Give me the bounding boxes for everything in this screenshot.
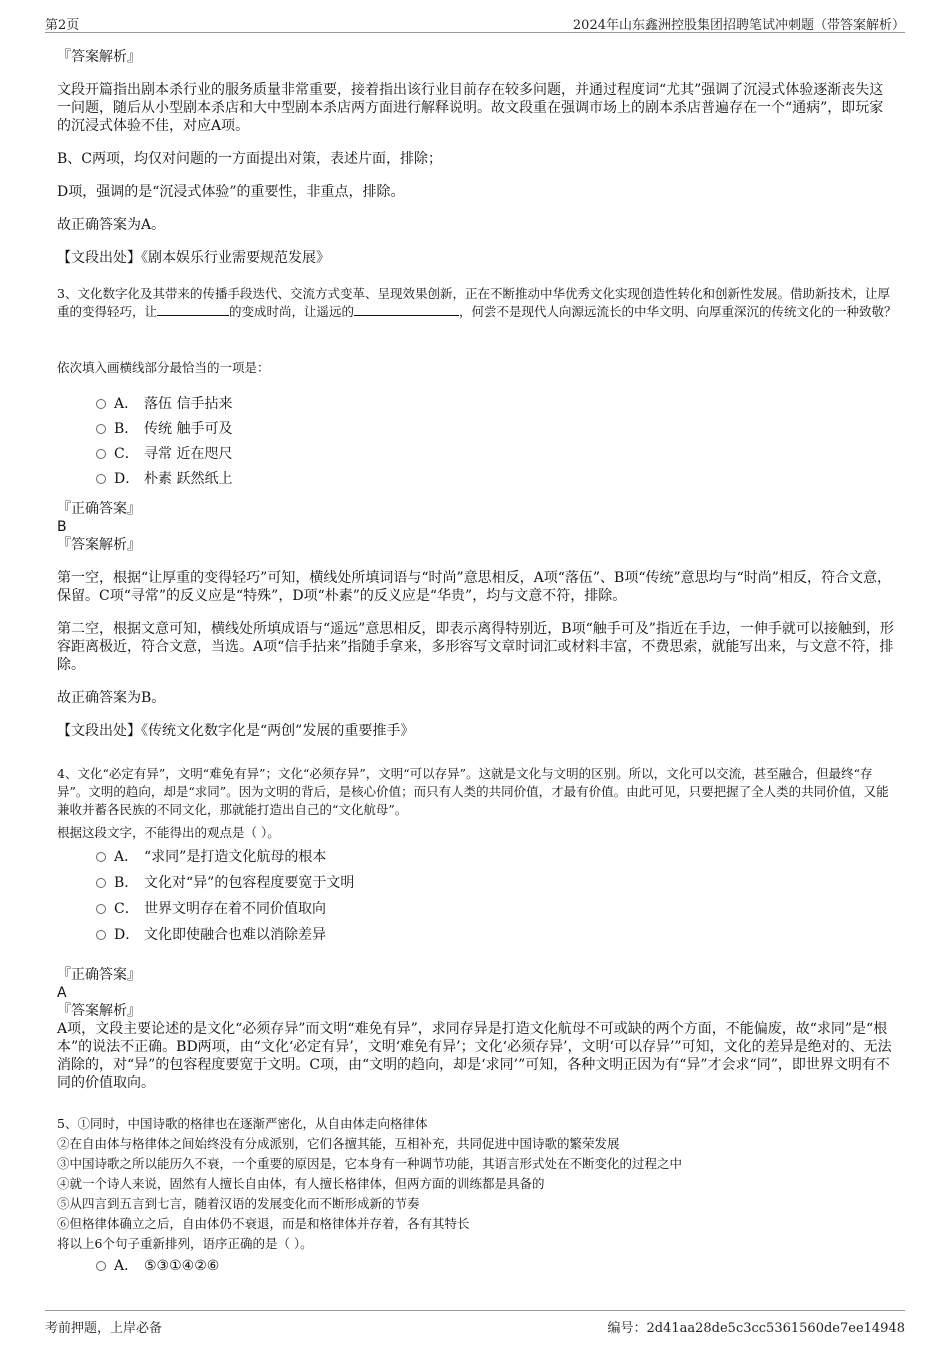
q2-source: 【文段出处】《剧本娱乐行业需要规范发展》 xyxy=(57,250,330,266)
q5-options xyxy=(96,1254,696,1279)
option-text: 文化对“异”的包容程度要宽于文明 xyxy=(144,875,355,891)
q3-stem-text: ，何尝不是现代人向源远流长的中华文明、向厚重深沉的传统文化的一种致敬？ xyxy=(459,304,897,319)
q4-analysis: A项，文段主要论述的是文化“必须存异”而文明“难免有异”，求同存异是打造文化航母不可或缺的两个方面，不能偏废，故“求同”是“根本”的说法不正确。BD两项，由“文化‘必定有异’，文明‘难免有异’；文化‘必须存异’，文明‘可以存异’”可知，文化的差异是绝对的、无法消除的，对“异”的包容程度要宽于文明。C项，由“文明的趋向，却是‘求同’”可知，各种文明正因为有“异”才会求“同”，即世界文明有不同的价值取向。 xyxy=(57,1021,892,1091)
q3-prompt: 依次填入画横线部分最恰当的一项是： xyxy=(57,360,270,375)
q5-sentence: ⑥但格律体确立之后，自由体仍不衰退，而是和格律体并存着，各有其特长 xyxy=(57,1216,470,1231)
option-letter: D． xyxy=(114,927,140,943)
option-letter: C． xyxy=(114,901,139,917)
option-text: “求同”是打造文化航母的根本 xyxy=(144,849,327,865)
q4-option-d[interactable] xyxy=(96,922,696,948)
q4-prompt: 根据这段文字，不能得出的观点是（ ）。 xyxy=(57,825,280,840)
q4-answer: A xyxy=(57,985,67,1001)
option-text: 传统 触手可及 xyxy=(144,421,233,437)
radio-icon[interactable] xyxy=(96,474,106,484)
q3-answer-block xyxy=(57,500,897,740)
radio-icon[interactable] xyxy=(96,399,106,409)
radio-icon[interactable] xyxy=(96,904,106,914)
q4-answer-block xyxy=(57,966,897,1092)
q5-option-a[interactable] xyxy=(96,1254,696,1279)
q3-option-c[interactable] xyxy=(96,442,696,467)
footer-slogan: 考前押题，上岸必备 xyxy=(45,1321,163,1336)
q4-option-b[interactable] xyxy=(96,870,696,896)
option-text: 寻常 近在咫尺 xyxy=(144,446,233,462)
q3-stem-text: 3、文化数字化及其带来的传播手段迭代、交流方式变革、呈现效果创新，正在不断推动中华优秀文化实现创造性转化和创新性发展。借助新技术，让厚重的变得轻巧，让 xyxy=(57,286,890,319)
q3-analysis-label: 『答案解析』 xyxy=(57,537,141,553)
q3-blank-2 xyxy=(354,303,459,316)
q3-analysis-para: 第一空，根据“让厚重的变得轻巧”可知，横线处所填词语与“时尚”意思相反，A项“落伍”、B项“传统”意思均与“时尚”相反，符合文意，保留。C项“寻常”的反义应是“特殊”，D项“朴素”的反义应是“华贵”，均与文意不符，排除。 xyxy=(57,570,891,604)
option-text: 朴素 跃然纸上 xyxy=(144,471,233,487)
q3-analysis-para: 第二空，根据文意可知，横线处所填成语与“遥远”意思相反，即表示离得特别近，B项“触手可及”指近在手边，一伸手就可以接触到，形容距离极近，符合文意，当选。A项“信手拈来”指随手拿来，多形容写文章时词汇或材料丰富，不费思索，就能写出来，与文意不符，排除。 xyxy=(57,621,894,673)
q5-sentence: ②在自由体与格律体之间始终没有分成派别，它们各擅其能，互相补充，共同促进中国诗歌的繁荣发展 xyxy=(57,1136,620,1151)
q3-option-a[interactable] xyxy=(96,392,696,417)
radio-icon[interactable] xyxy=(96,424,106,434)
q3-options xyxy=(96,392,696,492)
option-text: ⑤③①④②⑥ xyxy=(144,1258,220,1274)
q3-stem-text: 的变成时尚，让遥远的 xyxy=(229,304,355,319)
q3-blank-1 xyxy=(157,303,229,316)
page-number: 第2页 xyxy=(45,18,80,33)
option-letter: B． xyxy=(114,875,139,891)
q5-sentence: ④就一个诗人来说，固然有人擅长自由体，有人擅长格律体，但两方面的训练都是具备的 xyxy=(57,1176,545,1191)
q2-analysis-para: 文段开篇指出剧本杀行业的服务质量非常重要，接着指出该行业目前存在较多问题，并通过程度词“尤其”强调了沉浸式体验逐渐丧失这一问题，随后从小型剧本杀店和大中型剧本杀店两方面进行解释说明。故文段重在强调市场上的剧本杀店普遍存在一个“通病”，即玩家的沉浸式体验不佳，对应A项。 xyxy=(57,82,884,134)
option-text: 文化即使融合也难以消除差异 xyxy=(144,927,326,943)
radio-icon[interactable] xyxy=(96,852,106,862)
q3-conclusion: 故正确答案为B。 xyxy=(57,690,166,706)
option-letter: A． xyxy=(114,849,139,865)
q5-sentence: ⑤从四言到五言到七言，随着汉语的发展变化而不断形成新的节奏 xyxy=(57,1196,420,1211)
q4-options xyxy=(96,844,696,948)
radio-icon[interactable] xyxy=(96,930,106,940)
q2-analysis-para: D项，强调的是“沉浸式体验”的重要性，非重点，排除。 xyxy=(57,184,405,200)
q3-option-d[interactable] xyxy=(96,467,696,492)
option-text: 世界文明存在着不同价值取向 xyxy=(144,901,326,917)
q4-option-a[interactable] xyxy=(96,844,696,870)
q5-sentences xyxy=(57,1114,897,1254)
q5-sentence: 5、①同时，中国诗歌的格律也在逐渐严密化，从自由体走向格律体 xyxy=(57,1116,428,1131)
radio-icon[interactable] xyxy=(96,878,106,888)
q2-analysis xyxy=(57,48,897,267)
option-letter: B． xyxy=(114,421,139,437)
q2-analysis-para: B、C两项，均仅对问题的一方面提出对策，表述片面，排除； xyxy=(57,151,442,167)
q3-stem xyxy=(57,285,897,321)
page-footer xyxy=(45,1310,905,1339)
q2-conclusion: 故正确答案为A。 xyxy=(57,217,166,233)
option-letter: D． xyxy=(114,471,140,487)
radio-icon[interactable] xyxy=(96,1261,106,1271)
option-letter: A． xyxy=(114,396,139,412)
q3-answer-label: 『正确答案』 xyxy=(57,501,141,517)
q4-answer-label: 『正确答案』 xyxy=(57,967,141,983)
q4-analysis-label: 『答案解析』 xyxy=(57,1003,141,1019)
q4-stem: 4、文化“必定有异”，文明“难免有异”；文化“必须存异”，文明“可以存异”。这就是文化与文明的区别。所以，文化可以交流，甚至融合，但最终“存异”。文明的趋向，却是“求同”。因为文明的背后，是核心价值；而只有人类的共同价值，才最有价值。由此可见，只要把握了全人类的共同价值，又能兼收并蓄各民族的不同文化，那就能打造出自己的“文化航母”。 xyxy=(57,766,889,817)
q2-analysis-label: 『答案解析』 xyxy=(57,49,141,65)
option-letter: A． xyxy=(114,1258,139,1274)
q5-prompt: 将以上6个句子重新排列，语序正确的是（ ）。 xyxy=(57,1236,313,1251)
radio-icon[interactable] xyxy=(96,449,106,459)
q5-sentence: ③中国诗歌之所以能历久不衰，一个重要的原因是，它本身有一种调节功能，其语言形式处在不断变化的过程之中 xyxy=(57,1156,683,1171)
q3-answer: B xyxy=(57,519,67,535)
q3-option-b[interactable] xyxy=(96,417,696,442)
q4-option-c[interactable] xyxy=(96,896,696,922)
option-text: 落伍 信手拈来 xyxy=(144,396,233,412)
document-title: 2024年山东鑫洲控股集团招聘笔试冲刺题（带答案解析） xyxy=(572,18,905,33)
document-id: 编号：2d41aa28de5c3cc5361560de7ee14948 xyxy=(607,1321,905,1336)
option-letter: C． xyxy=(114,446,139,462)
q3-source: 【文段出处】《传统文化数字化是“两创”发展的重要推手》 xyxy=(57,723,415,739)
